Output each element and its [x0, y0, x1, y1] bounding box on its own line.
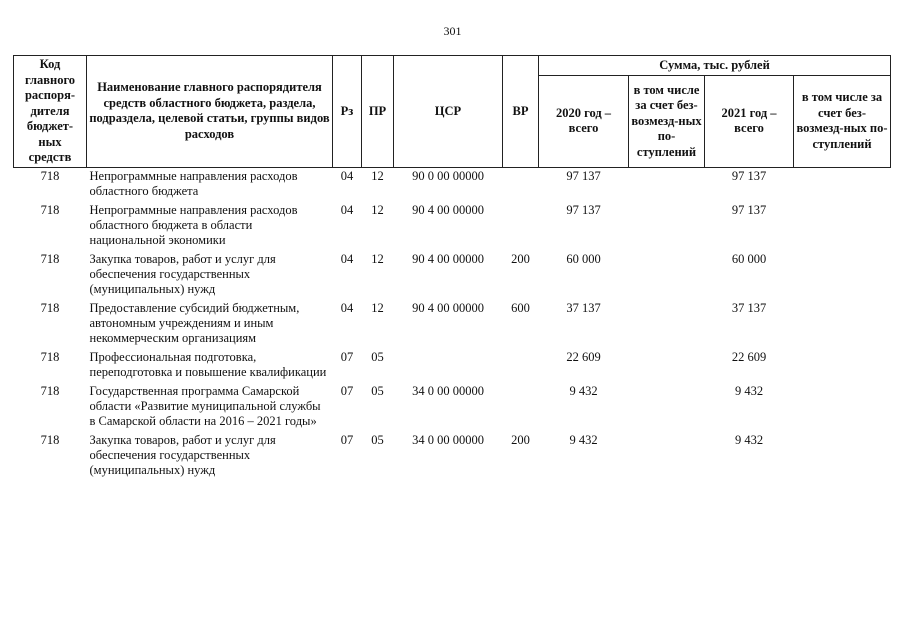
cell-name: Профессиональная подготовка, переподготовка и повышение квалификации — [89, 349, 327, 379]
cell-code: 718 — [40, 168, 60, 183]
cell-2020-free — [629, 251, 705, 300]
cell-2021-total: 60 000 — [731, 251, 767, 266]
cell-2020-free — [629, 383, 705, 432]
table-row — [14, 383, 891, 432]
header-2020-total: 2020 год – всего — [539, 76, 629, 168]
header-2021-total: 2021 год – всего — [705, 76, 794, 168]
header-2020-free: в том числе за счет без-возмезд-ных по-ступлений — [629, 76, 705, 168]
cell-code: 718 — [40, 202, 60, 217]
cell-name: Непрограммные направления расходов областного бюджета — [89, 168, 298, 198]
cell-2021-free — [794, 383, 891, 432]
cell-2021-free — [794, 167, 891, 202]
cell-rz: 04 — [340, 251, 354, 266]
cell-pr: 05 — [371, 383, 384, 398]
cell-2021-total: 9 432 — [734, 383, 764, 398]
header-csr: ЦСР — [394, 56, 503, 168]
cell-csr: 90 0 00 00000 — [412, 168, 484, 183]
cell-csr: 34 0 00 00000 — [412, 432, 484, 447]
cell-code: 718 — [40, 349, 60, 364]
cell-2021-total: 97 137 — [731, 168, 767, 183]
header-name: Наименование главного распорядителя средств областного бюджета, раздела, подраздела, целевой статьи, группы видов расходов — [87, 56, 333, 168]
cell-csr: 34 0 00 00000 — [412, 383, 484, 398]
cell-name: Непрограммные направления расходов областного бюджета в области национальной экономики — [89, 202, 298, 247]
cell-2020-free — [629, 167, 705, 202]
cell-rz: 04 — [340, 300, 354, 315]
cell-vr: 600 — [511, 300, 530, 315]
cell-2020-total: 9 432 — [569, 432, 598, 447]
cell-vr — [503, 202, 539, 251]
cell-vr: 200 — [511, 251, 530, 266]
cell-2020-free — [629, 202, 705, 251]
cell-code: 718 — [40, 251, 60, 266]
cell-rz: 04 — [340, 168, 354, 183]
header-pr: ПР — [362, 56, 394, 168]
cell-rz: 07 — [340, 383, 354, 398]
header-rz: Рз — [333, 56, 362, 168]
cell-vr — [503, 383, 539, 432]
budget-table — [13, 55, 891, 481]
table-header — [14, 56, 891, 168]
cell-pr: 05 — [371, 432, 384, 447]
cell-csr — [394, 349, 503, 383]
cell-csr: 90 4 00 00000 — [412, 300, 484, 315]
cell-2020-total: 37 137 — [566, 300, 601, 315]
cell-csr: 90 4 00 00000 — [412, 202, 484, 217]
cell-2021-total: 22 609 — [731, 349, 767, 364]
header-sum: Сумма, тыс. рублей — [539, 56, 891, 76]
cell-2020-free — [629, 432, 705, 481]
cell-2020-total: 9 432 — [569, 383, 598, 398]
cell-2021-free — [794, 300, 891, 349]
cell-2021-free — [794, 432, 891, 481]
cell-code: 718 — [40, 383, 60, 398]
cell-2021-free — [794, 202, 891, 251]
cell-pr: 12 — [371, 168, 384, 183]
table-row — [14, 167, 891, 202]
cell-pr: 12 — [371, 251, 384, 266]
header-vr: ВР — [503, 56, 539, 168]
table-row — [14, 300, 891, 349]
cell-name: Государственная программа Самарской области «Развитие муниципальной службы в Самарской области на 2016 – 2021 годы» — [89, 383, 321, 428]
cell-vr — [503, 349, 539, 383]
cell-csr: 90 4 00 00000 — [412, 251, 484, 266]
cell-rz: 04 — [340, 202, 354, 217]
cell-2021-total: 9 432 — [734, 432, 764, 447]
table-row — [14, 251, 891, 300]
cell-name: Предоставление субсидий бюджетным, автономным учреждениям и иным некоммерческим организациям — [89, 300, 300, 345]
cell-2020-total: 22 609 — [566, 349, 601, 364]
cell-vr: 200 — [511, 432, 530, 447]
table-row — [14, 349, 891, 383]
cell-pr: 12 — [371, 300, 384, 315]
cell-code: 718 — [40, 300, 60, 315]
cell-vr — [503, 167, 539, 202]
cell-pr: 05 — [371, 349, 384, 364]
cell-rz: 07 — [340, 432, 354, 447]
cell-2021-total: 97 137 — [731, 202, 767, 217]
header-code: Код главного распоря-дителя бюджет-ных средств — [14, 56, 87, 168]
cell-2020-total: 97 137 — [566, 168, 601, 183]
cell-code: 718 — [40, 432, 60, 447]
cell-2021-total: 37 137 — [731, 300, 767, 315]
cell-2020-total: 97 137 — [566, 202, 601, 217]
cell-rz: 07 — [340, 349, 354, 364]
header-2021-free: в том числе за счет без-возмезд-ных по-ступлений — [794, 76, 891, 168]
cell-2020-total: 60 000 — [566, 251, 601, 266]
cell-pr: 12 — [371, 202, 384, 217]
page-number: 301 — [443, 24, 462, 38]
cell-2021-free — [794, 349, 891, 383]
cell-name: Закупка товаров, работ и услуг для обеспечения государственных (муниципальных) нужд — [89, 251, 276, 296]
cell-2021-free — [794, 251, 891, 300]
table-body — [14, 167, 891, 481]
table-row — [14, 202, 891, 251]
table-row — [14, 432, 891, 481]
cell-2020-free — [629, 349, 705, 383]
cell-2020-free — [629, 300, 705, 349]
cell-name: Закупка товаров, работ и услуг для обеспечения государственных (муниципальных) нужд — [89, 432, 276, 477]
